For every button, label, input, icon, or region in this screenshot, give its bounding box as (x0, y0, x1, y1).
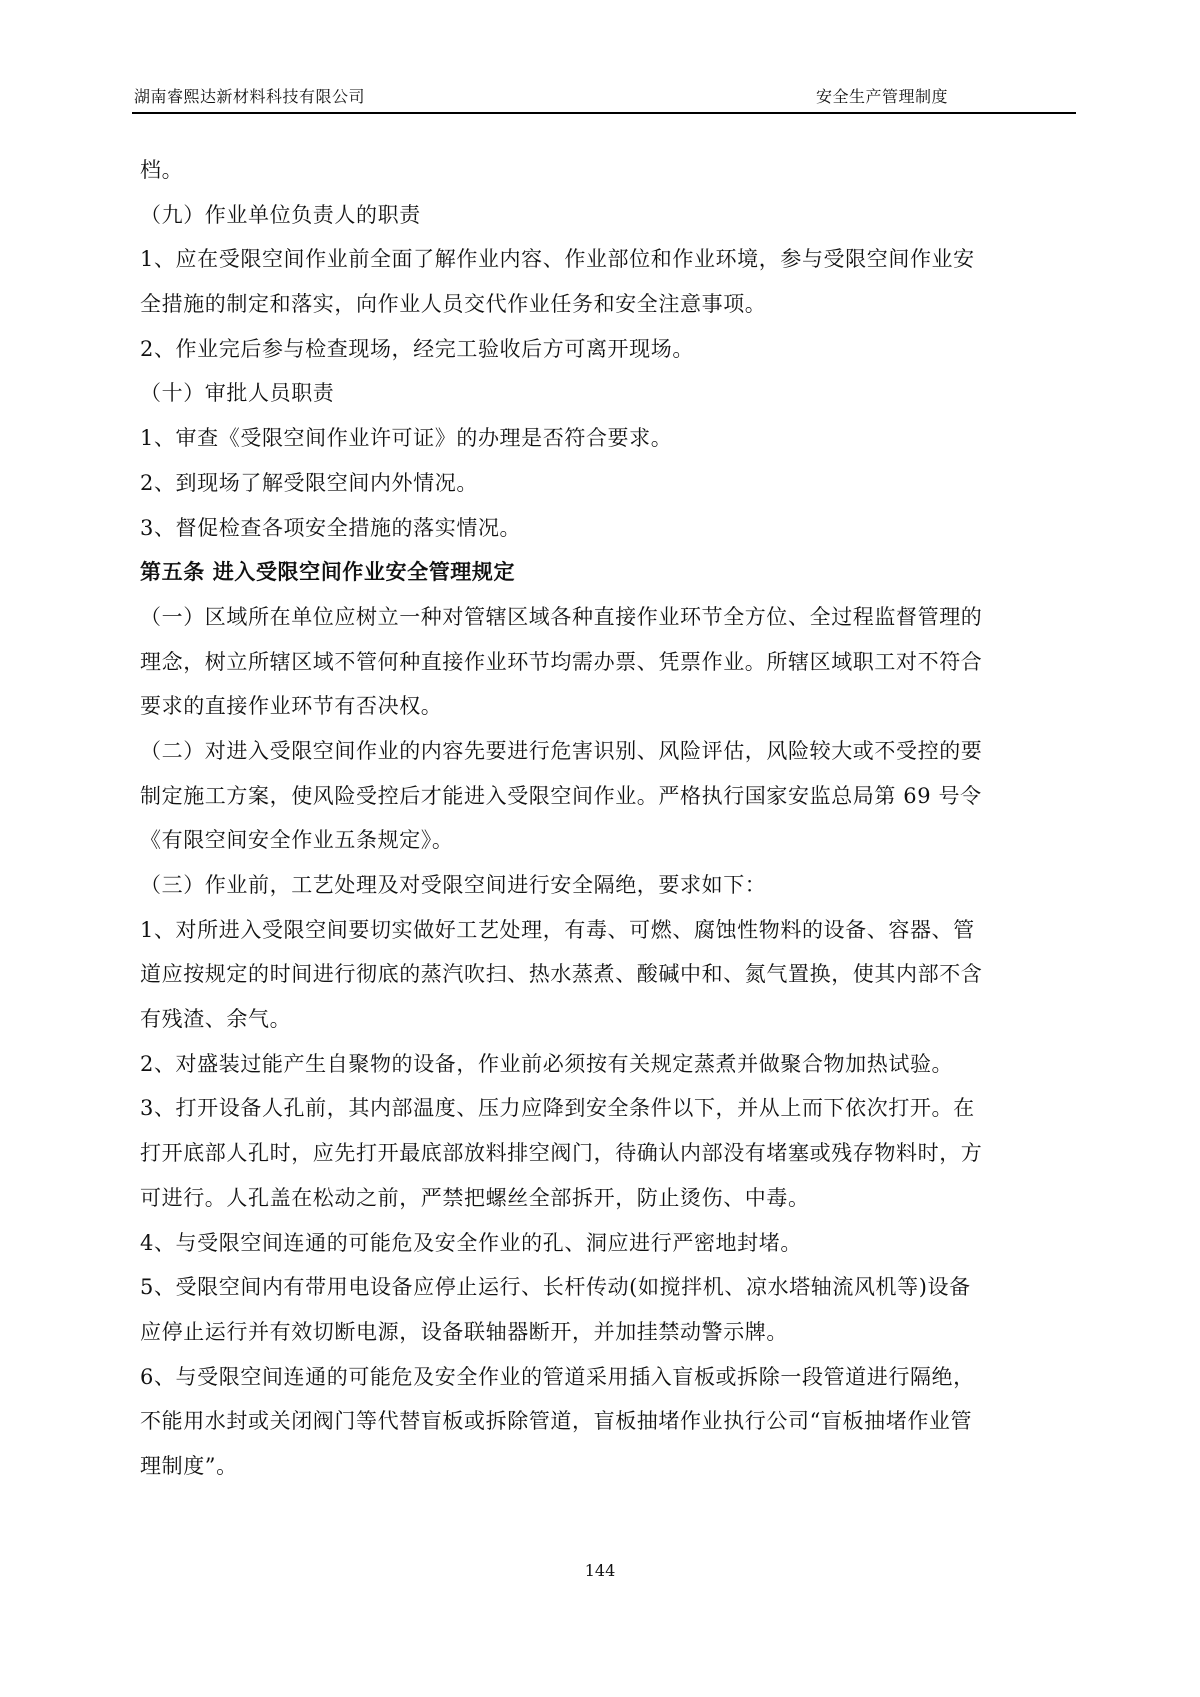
text-line: 不能用水封或关闭阀门等代替盲板或拆除管道，盲板抽堵作业执行公司“盲板抽堵作业管 (140, 1409, 973, 1434)
section-heading-10: （十）审批人员职责 (140, 381, 335, 406)
text-line: 打开底部人孔时，应先打开最底部放料排空阀门，待确认内部没有堵塞或残存物料时，方 (140, 1141, 983, 1166)
text-line: 理制度”。 (140, 1453, 238, 1478)
text-line: 3、打开设备人孔前，其内部温度、压力应降到安全条件以下，并从上而下依次打开。在 (140, 1096, 975, 1121)
text-line: 道应按规定的时间进行彻底的蒸汽吹扫、热水蒸煮、酸碱中和、氮气置换，使其内部不含 (140, 962, 983, 987)
page-header (132, 84, 1076, 114)
text-line: 有残渣、余气。 (140, 1007, 292, 1032)
text-line: 2、到现场了解受限空间内外情况。 (140, 470, 478, 495)
text-line: 1、审查《受限空间作业许可证》的办理是否符合要求。 (140, 426, 673, 451)
text-line: 要求的直接作业环节有否决权。 (140, 694, 443, 719)
text-line: 4、与受限空间连通的可能危及安全作业的孔、洞应进行严密地封堵。 (140, 1230, 802, 1255)
article-heading: 第五条 进入受限空间作业安全管理规定 (140, 560, 516, 585)
text-line: 3、督促检查各项安全措施的落实情况。 (140, 515, 522, 540)
text-line: 2、作业完后参与检查现场，经完工验收后方可离开现场。 (140, 336, 694, 361)
text-line: 应停止运行并有效切断电源，设备联轴器断开，并加挂禁动警示牌。 (140, 1319, 788, 1344)
text-line: 1、对所进入受限空间要切实做好工艺处理，有毒、可燃、腐蚀性物料的设备、容器、管 (140, 917, 975, 942)
header-document-title: 安全生产管理制度 (815, 87, 948, 106)
text-line: 可进行。人孔盖在松动之前，严禁把螺丝全部拆开，防止烫伤、中毒。 (140, 1185, 810, 1210)
text-line: （三）作业前，工艺处理及对受限空间进行安全隔绝，要求如下： (140, 873, 767, 897)
text-line: （二）对进入受限空间作业的内容先要进行危害识别、风险评估，风险较大或不受控的要 (140, 738, 983, 763)
text-line: （一）区域所在单位应树立一种对管辖区域各种直接作业环节全方位、全过程监督管理的 (140, 604, 983, 629)
page-number: 144 (584, 1561, 616, 1580)
text-line: 制定施工方案，使风险受控后才能进入受限空间作业。严格执行国家安监总局第 69 号令 (140, 783, 982, 808)
text-line: 《有限空间安全作业五条规定》。 (140, 828, 454, 853)
header-company-name: 湖南睿熙达新材料科技有限公司 (134, 87, 366, 106)
section-heading-9: （九）作业单位负责人的职责 (140, 202, 421, 227)
text-line: 档。 (140, 158, 184, 182)
document-body (140, 148, 1070, 1489)
text-line: 1、应在受限空间作业前全面了解作业内容、作业部位和作业环境，参与受限空间作业安 (140, 247, 975, 272)
text-line: 6、与受限空间连通的可能危及安全作业的管道采用插入盲板或拆除一段管道进行隔绝， (140, 1364, 975, 1389)
text-line: 5、受限空间内有带用电设备应停止运行、长杆传动(如搅拌机、凉水塔轴流风机等)设备 (140, 1275, 971, 1300)
text-line: 全措施的制定和落实，向作业人员交代作业任务和安全注意事项。 (140, 292, 767, 317)
text-line: 理念，树立所辖区域不管何种直接作业环节均需办票、凭票作业。所辖区域职工对不符合 (140, 649, 983, 674)
text-line: 2、对盛装过能产生自聚物的设备，作业前必须按有关规定蒸煮并做聚合物加热试验。 (140, 1051, 954, 1076)
